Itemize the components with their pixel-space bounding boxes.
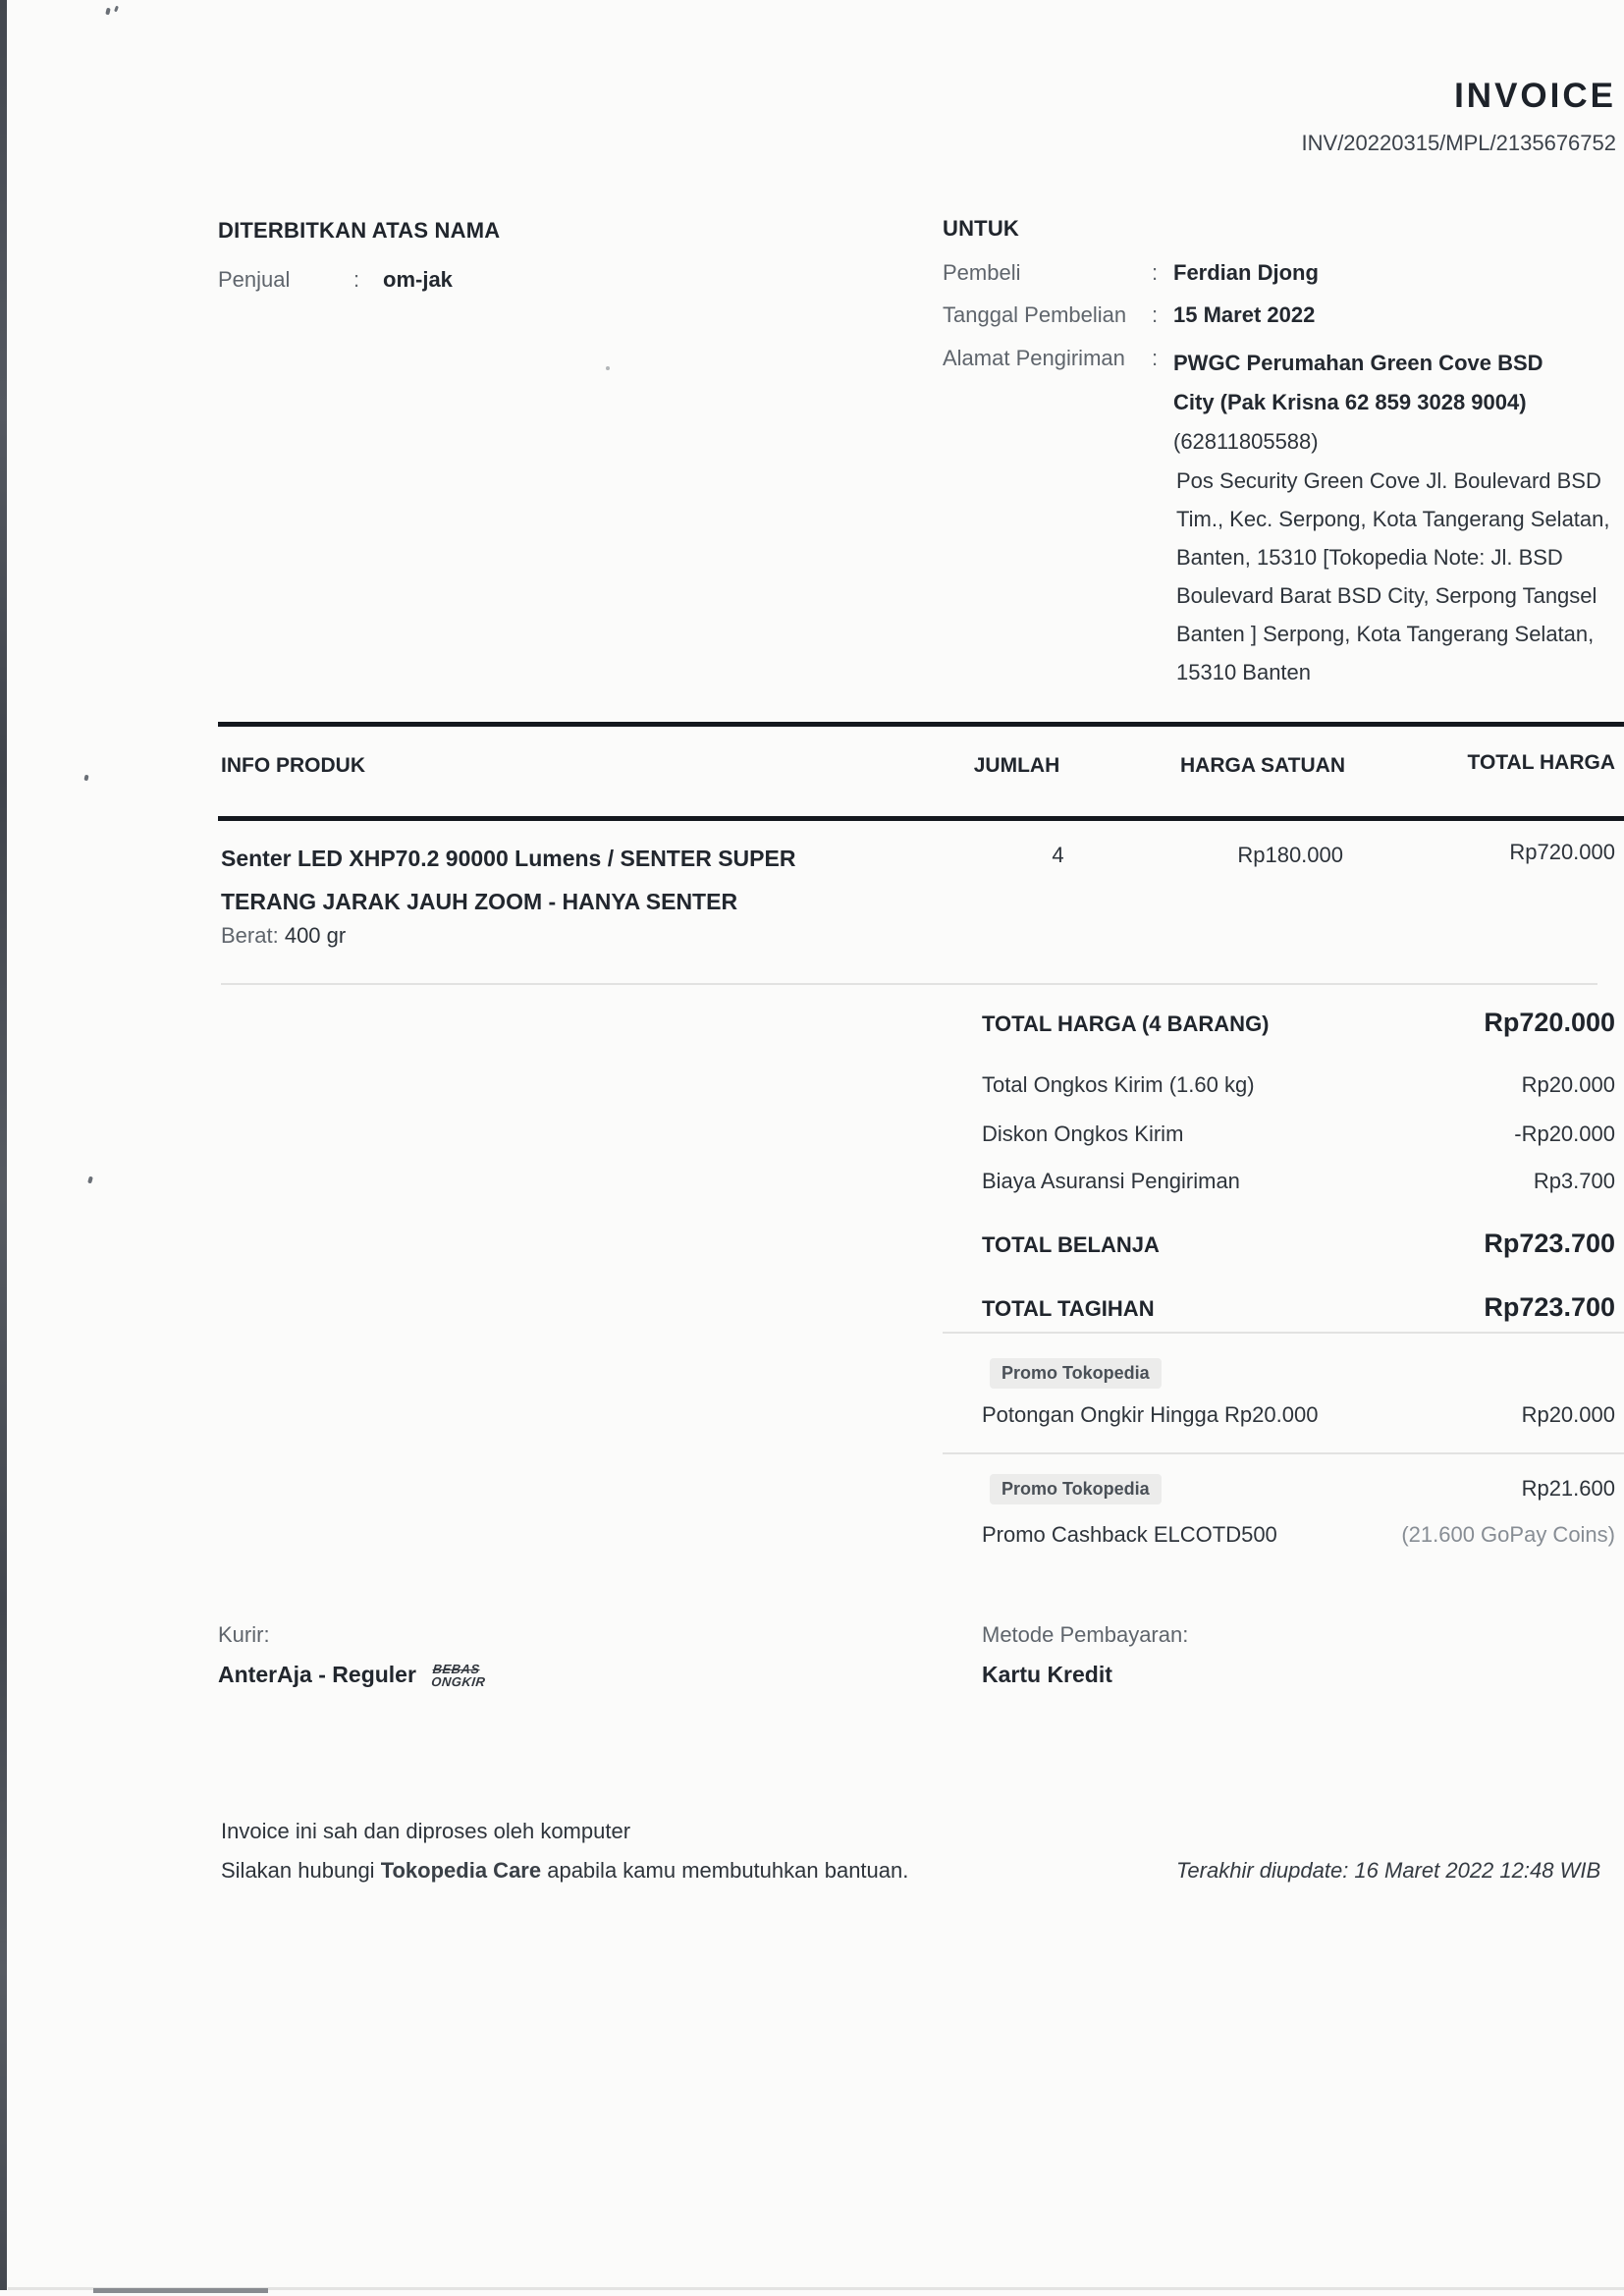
summary-total-price-row <box>982 1008 1615 1038</box>
summary-total-price-label: TOTAL HARGA (4 BARANG) <box>982 1011 1270 1036</box>
product-weight-value: 400 gr <box>284 923 347 948</box>
shipping-address-bold: PWGC Perumahan Green Cove BSD City (Pak Krisna 62 859 3028 9004) <box>1173 351 1543 414</box>
promo-badge: Promo Tokopedia <box>990 1474 1162 1504</box>
product-weight-label: Berat: <box>221 923 279 948</box>
summary-total-shopping-value: Rp723.700 <box>1484 1229 1615 1258</box>
footer-line2-prefix: Silakan hubungi <box>221 1858 381 1883</box>
scan-artifact <box>105 8 111 16</box>
summary-shipping-cost-row <box>982 1072 1615 1098</box>
product-quantity: 4 <box>1052 843 1064 867</box>
summary-total-price-value: Rp720.000 <box>1484 1008 1615 1037</box>
footer-line2 <box>221 1858 908 1884</box>
bebas-ongkir-line1: BEBAS <box>431 1661 481 1676</box>
courier-label: Kurir: <box>218 1622 270 1647</box>
scan-artifact <box>93 2288 268 2293</box>
colon: : <box>1152 346 1159 370</box>
footer-help-center: Tokopedia Care <box>380 1858 542 1883</box>
col-header-product: INFO PRODUK <box>221 754 365 777</box>
seller-name: om-jak <box>383 267 453 292</box>
promo-cashback-value: Rp21.600 <box>1521 1476 1615 1501</box>
shipping-address-phone: (62811805588) <box>1173 429 1319 454</box>
summary-shipping-discount-row <box>982 1121 1615 1147</box>
colon: : <box>1152 302 1159 327</box>
payment-method-value: Kartu Kredit <box>982 1662 1112 1687</box>
col-header-unit-price: HARGA SATUAN <box>1180 754 1345 777</box>
summary-insurance-label: Biaya Asuransi Pengiriman <box>982 1169 1240 1193</box>
shipping-address-main <box>1173 344 1568 462</box>
promo-ongkir-label: Potongan Ongkir Hingga Rp20.000 <box>982 1402 1319 1427</box>
footer-line1: Invoice ini sah dan diproses oleh komputer <box>221 1819 631 1843</box>
summary-shipping-discount-label: Diskon Ongkos Kirim <box>982 1121 1184 1146</box>
table-rule-top <box>218 722 1624 727</box>
shipping-address-label: Alamat Pengiriman <box>943 346 1125 370</box>
product-name: Senter LED XHP70.2 90000 Lumens / SENTER SUPER TERANG JARAK JAUH ZOOM - HANYA SENTER <box>221 846 796 914</box>
shipping-address-row <box>943 344 1568 462</box>
scan-artifact <box>114 6 119 13</box>
table-rule-header-bottom <box>218 816 1624 821</box>
bebas-ongkir-logo <box>431 1663 488 1688</box>
last-updated: Terakhir diupdate: 16 Maret 2022 12:48 WIB <box>1176 1858 1601 1883</box>
payment-method-label: Metode Pembayaran: <box>982 1622 1189 1647</box>
summary-shipping-cost-value: Rp20.000 <box>1521 1072 1615 1097</box>
purchase-date-label: Tanggal Pembelian <box>943 302 1127 327</box>
summary-total-shopping-label: TOTAL BELANJA <box>982 1232 1160 1257</box>
purchase-date-value: 15 Maret 2022 <box>1173 302 1316 327</box>
summary-total-bill-value: Rp723.700 <box>1484 1292 1615 1322</box>
promo-cashback-note: (21.600 GoPay Coins) <box>1401 1522 1615 1547</box>
promo-badge: Promo Tokopedia <box>990 1358 1162 1389</box>
summary-insurance-value: Rp3.700 <box>1533 1169 1615 1193</box>
shipping-address-detail: Pos Security Green Cove Jl. Boulevard BSD Tim., Kec. Serpong, Kota Tangerang Selatan, Banten, 15310 [Tokopedia Note: Jl. BSD Boulevard Barat BSD City, Serpong Tangsel Banten ] Serpong, Kota Tangerang Selatan, 15310 Banten <box>1176 468 1610 684</box>
scan-artifact <box>87 1176 93 1184</box>
summary-shipping-cost-label: Total Ongkos Kirim (1.60 kg) <box>982 1072 1255 1097</box>
courier-row <box>218 1662 486 1688</box>
colon: : <box>1152 260 1159 285</box>
summary-total-bill-row <box>982 1292 1615 1323</box>
courier-name: AnterAja - Reguler <box>218 1662 416 1687</box>
promo-cashback-row <box>982 1522 1615 1548</box>
seller-row <box>218 265 453 295</box>
summary-total-shopping-row <box>982 1229 1615 1259</box>
table-rule-row-bottom <box>221 983 1597 985</box>
buyer-name: Ferdian Djong <box>1173 260 1319 285</box>
promo-cashback-label: Promo Cashback ELCOTD500 <box>982 1522 1277 1547</box>
issuer-heading: DITERBITKAN ATAS NAMA <box>218 218 501 243</box>
promo-ongkir-row <box>982 1402 1615 1428</box>
buyer-label: Pembeli <box>943 260 1021 285</box>
invoice-number: INV/20220315/MPL/2135676752 <box>1301 131 1616 155</box>
bebas-ongkir-line2: ONGKIR <box>430 1673 487 1689</box>
product-weight <box>221 923 346 949</box>
product-total-price: Rp720.000 <box>1509 840 1615 864</box>
col-header-total-price: TOTAL HARGA <box>1467 751 1615 774</box>
scan-artifact <box>606 366 610 370</box>
scan-edge-left <box>0 0 7 2290</box>
buyer-row <box>943 258 1319 288</box>
summary-shipping-discount-value: -Rp20.000 <box>1514 1121 1615 1146</box>
colon: : <box>353 267 360 292</box>
recipient-heading: UNTUK <box>943 216 1019 241</box>
summary-total-bill-label: TOTAL TAGIHAN <box>982 1296 1155 1321</box>
product-unit-price: Rp180.000 <box>1237 843 1343 867</box>
col-header-quantity: JUMLAH <box>973 754 1060 777</box>
seller-label: Penjual <box>218 267 291 292</box>
invoice-title: INVOICE <box>1454 77 1616 115</box>
footer-line2-suffix: apabila kamu membutuhkan bantuan. <box>541 1858 909 1883</box>
summary-separator <box>943 1332 1624 1334</box>
summary-insurance-row <box>982 1169 1615 1194</box>
promo-ongkir-value: Rp20.000 <box>1521 1402 1615 1427</box>
purchase-date-row <box>943 301 1315 330</box>
scan-artifact <box>83 775 88 782</box>
promo-separator <box>943 1452 1624 1454</box>
